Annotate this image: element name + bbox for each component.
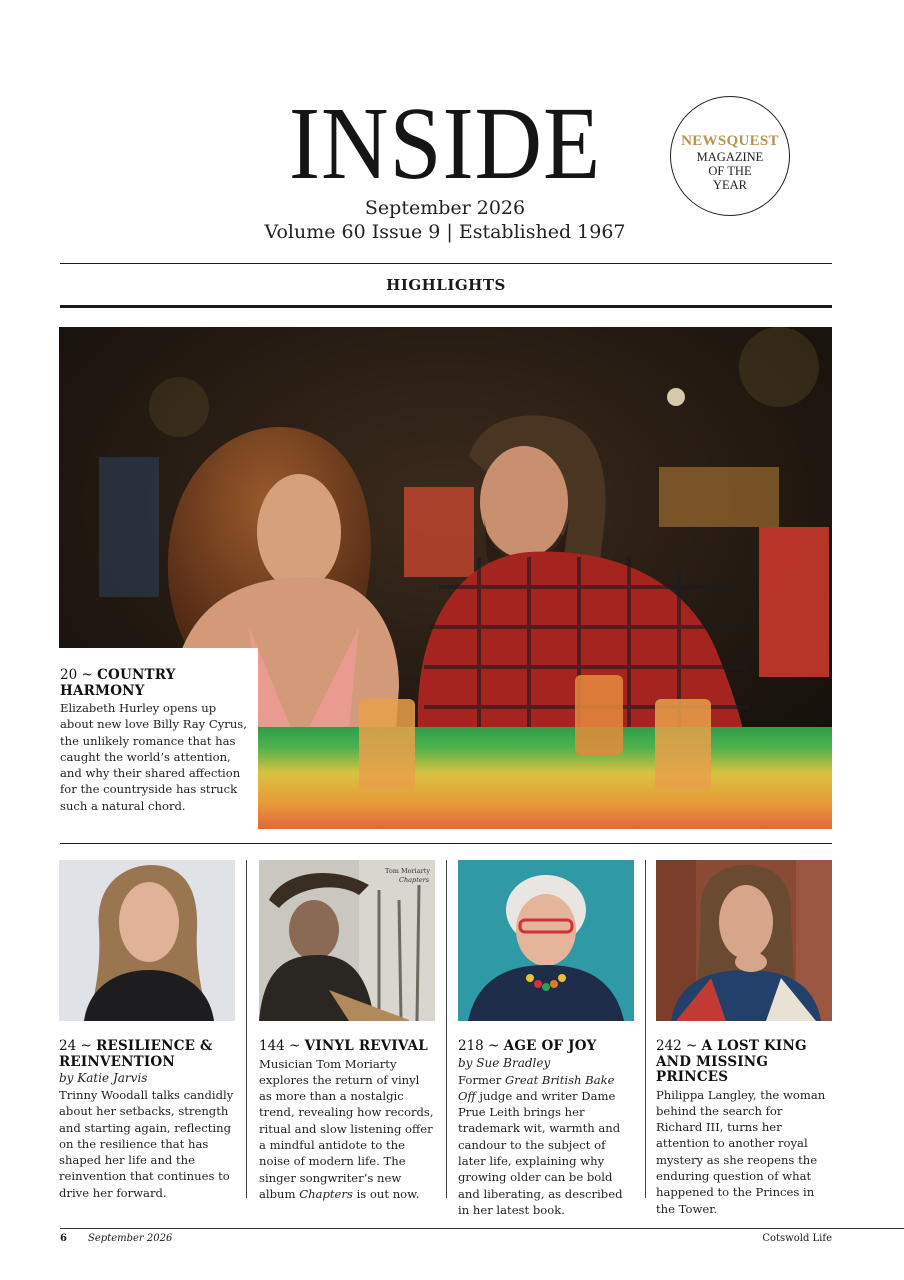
background-figure <box>99 457 159 597</box>
article-title <box>458 1039 634 1055</box>
man-face <box>480 446 568 558</box>
page-number: 144 ~ <box>259 1038 301 1054</box>
article-body: Philippa Langley, the woman behind the search for Richard III, turns her attention to another royal mystery as she reopens the enduring question of what happened to the Princes in the Tower. <box>656 1087 826 1216</box>
headline: AGE OF JOY <box>503 1038 597 1054</box>
divider <box>60 843 832 844</box>
article-photo[interactable] <box>458 860 634 1021</box>
background-chair <box>759 527 829 677</box>
album-title: Chapters <box>399 876 430 884</box>
article-card[interactable] <box>259 860 435 1202</box>
portrait-face <box>119 882 179 962</box>
drink-glass <box>655 699 711 791</box>
feature-title[interactable] <box>60 668 252 699</box>
column-divider <box>446 860 447 1198</box>
issue-volume: Volume 60 Issue 9 | Established 1967 <box>264 221 626 243</box>
article-title <box>656 1039 832 1086</box>
article-photo[interactable] <box>259 860 435 1021</box>
background-crate <box>659 467 779 527</box>
drink-glass <box>359 699 415 791</box>
bokeh-light <box>149 377 209 437</box>
portrait-face <box>719 885 773 959</box>
column-divider <box>645 860 646 1198</box>
portrait-face <box>516 894 576 966</box>
column-divider <box>246 860 247 1198</box>
article-photo[interactable] <box>59 860 235 1021</box>
article-title <box>59 1039 235 1070</box>
page-number: 218 ~ <box>458 1038 500 1054</box>
article-body: Trinny Woodall talks candidly about her setbacks, strength and starting again, reflecting on the resilience that has shaped her life and the reinvention that continues to drive her forward. <box>59 1088 234 1200</box>
page-title: INSIDE <box>288 86 602 201</box>
folio-publication: Cotswold Life <box>762 1233 832 1244</box>
feature-caption <box>59 648 258 829</box>
page-number: 24 ~ <box>59 1038 92 1054</box>
byline: by Sue Bradley <box>458 1055 551 1070</box>
article-photo[interactable] <box>656 860 832 1021</box>
award-line: MAGAZINE <box>696 150 764 164</box>
footer-divider <box>60 1228 904 1229</box>
bokeh-light <box>667 388 685 406</box>
drink-glass <box>575 675 623 755</box>
woman-face <box>257 474 341 590</box>
page-number: 20 ~ <box>60 667 93 683</box>
page-number: 242 ~ <box>656 1038 698 1054</box>
article-body: Musician Tom Moriarty explores the return of vinyl as more than a nostalgic trend, revealing how records, ritual and slow listening offer a mindful antidote to the noise of modern life. The singer songwriter’s new album Chapters is out now. <box>259 1056 434 1201</box>
article-body: Former Great British Bake Off judge and writer Dame Prue Leith brings her trademark wit, warmth and candour to the subject of later life, explaining why growing older can be bold and liberating, as described in her latest book. <box>458 1072 623 1217</box>
award-brand: NEWSQUEST <box>681 133 779 149</box>
award-badge <box>670 96 790 216</box>
article-title <box>259 1039 435 1055</box>
article-card[interactable] <box>458 860 634 1218</box>
folio-page-number: 6 <box>60 1233 67 1244</box>
divider <box>60 305 832 308</box>
album-artist: Tom Moriarty <box>385 867 430 875</box>
article-card[interactable] <box>59 860 235 1201</box>
byline: by Katie Jarvis <box>59 1071 148 1085</box>
bokeh-light <box>739 327 819 407</box>
folio-date: September 2026 <box>88 1233 173 1244</box>
portrait-face <box>289 900 339 960</box>
background-chair <box>404 487 474 577</box>
award-line: YEAR <box>712 178 748 192</box>
headline: VINYL REVIVAL <box>304 1038 428 1054</box>
article-card[interactable] <box>656 860 832 1217</box>
headline: COUNTRY HARMONY <box>60 667 176 699</box>
section-heading: HIGHLIGHTS <box>386 276 506 294</box>
issue-date: September 2026 <box>364 197 526 219</box>
headline: RESILIENCE & REINVENTION <box>59 1038 213 1070</box>
portrait-hand <box>735 952 767 972</box>
divider <box>60 263 832 264</box>
feature-body: Elizabeth Hurley opens up about new love Billy Ray Cyrus, the unlikely romance that has caught the world’s attention, and why their shared affection for the countryside has struck such a natural chord. <box>60 701 247 813</box>
headline: A LOST KING AND MISSING PRINCES <box>656 1038 807 1085</box>
award-line: OF THE <box>708 164 752 178</box>
